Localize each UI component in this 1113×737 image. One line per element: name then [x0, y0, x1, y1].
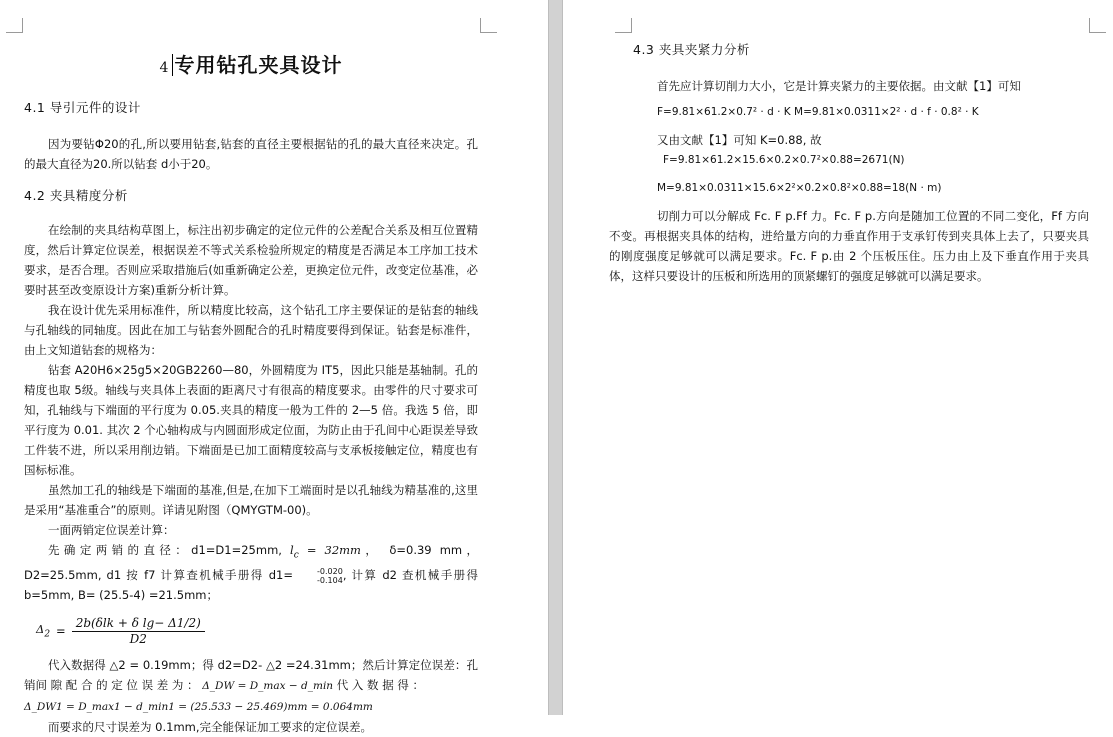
paragraph-4-2-2: 我在设计优先采用标准件，所以精度比较高，这个钻孔工序主要保证的是钻套的轴线与孔轴线的同轴度。因此在加工与钻套外圆配合的孔时精度要得到保证。钻套是标准件，由上文知道钻套的规格为： [24, 303, 478, 357]
paragraph-4-2-6 [24, 540, 478, 605]
formula-moment-value: M=9.81×0.0311×15.6×2²×0.2×0.8²×0.88=18(N · m) [657, 182, 942, 194]
math-lc-value: = 32mm [298, 543, 361, 557]
page-right [563, 0, 1113, 715]
formula-equals: = [56, 624, 66, 639]
formula-dw1: Δ_DW1 = D_max1 − d_min1 = (25.533 − 25.469)mm = 0.064mm [24, 701, 373, 714]
paragraph-4-2-5: 一面两销定位误差计算： [48, 523, 175, 537]
formula-force-general: F=9.81×61.2×0.7² · d · K M=9.81×0.0311×2² · d · f · 0.8² · K [657, 106, 979, 118]
paragraph-4-2-7 [24, 655, 478, 696]
math-lc [290, 543, 361, 561]
chapter-title [24, 54, 478, 78]
pin-diameter-text-b: ， δ=0.39 mm，D2=25.5mm, d1 按 f7 计算查机械手册得 d1= [24, 543, 479, 583]
positioning-error-tail: 代 入 数 据 得 ： [333, 678, 425, 693]
pin-diameter-text-c: , 计算 d2 查机械手册得 b=5mm, B= (25.5-4) =21.5mm； [24, 568, 478, 603]
formula-dw: Δ_DW = D_max − d_min [202, 680, 334, 693]
formula-delta-sub: 2 [44, 628, 51, 639]
tolerance-d1 [293, 567, 343, 585]
formula-lhs [36, 619, 50, 644]
paragraph-4-1-1: 因为要钻Φ20的孔,所以要用钻套,钻套的直径主要根据钻的孔的最大直径来决定。孔的最大直径为20.所以钻套 d小于20。 [24, 137, 478, 171]
paragraph-4-2-8 [24, 696, 478, 717]
right-page-content [609, 36, 1089, 286]
paragraph-4-2-1: 在绘制的夹具结构草图上，标注出初步确定的定位元件的公差配合关系及相互位置精度，然后计算定位误差，根据误差不等式关系检验所规定的精度是否满足本工序加工技术要求，是否合理。否则应采取措施后(如重新确定公差，更换定位元件，改变定位基准，必要时甚至改变原设计方案)重新分析计算。 [24, 223, 478, 297]
math-l: l [290, 543, 294, 557]
tolerance-lower: -0.104 [317, 575, 343, 585]
formula-numerator: 2b(δlk + δ lg− Δ1/2) [72, 616, 205, 632]
formula-force-value: F=9.81×61.2×15.6×0.2×0.7²×0.88=2671(N) [663, 154, 905, 166]
section-heading-4-1: 4.1 导引元件的设计 [24, 100, 141, 115]
formula-delta2 [36, 613, 478, 649]
paragraph-4-2-9: 而要求的尺寸误差为 0.1mm,完全能保证加工要求的定位误差。 [48, 720, 373, 735]
positioning-error-text: 代入数据得 △2 = 0.19mm；得 d2=D2- △2 =24.31mm；然后计算定位误差：孔销间 隙 配 合 的 定 位 误 差 为 ： [24, 658, 478, 693]
math-l-sub: c [293, 550, 299, 561]
page-left [0, 0, 548, 735]
page-gutter [548, 0, 563, 715]
formula-delta: Δ [36, 621, 45, 636]
paragraph-4-2-3: 钻套 A20H6×25g5×20GB2260—80，外圆精度为 IT5，因此只能是基轴制。孔的精度也取 5级。轴线与夹具体上表面的距离尺寸有很高的精度要求。由零件的尺寸要求可知，孔轴线与下端面的平行度为 0.05.夹具的精度一般为工件的 2—5 倍。我选 5 倍，即平行度为 0.01. 其次 2 个心轴构成与内圆面形成定位面，为防止由于孔间中心距误差导致工件装不进，所以采用削边销。下端面是已加工面精度较高与支承板接触定位，精度也有国标标准。 [24, 363, 478, 477]
paragraph-4-3-2: 又由文献【1】可知 K=0.88, 故 [657, 133, 822, 147]
crop-mark-top-left [6, 18, 23, 33]
section-heading-4-2: 4.2 夹具精度分析 [24, 188, 128, 203]
paragraph-4-3-3: 切削力可以分解成 Fc. F p.Ff 力。Fc. F p.方向是随加工位置的不同二变化，Ff 方向不变。再根据夹具体的结构，进给量方向的力垂直作用于支承钉传到夹具体上去了，只要夹具的刚度强度足够就可以满足要求。Fc. F p.由 2 个压板压住。压力由上及下垂直作用于夹具体，这样只要设计的压板和所选用的顶紧螺钉的强度足够就可以满足要求。 [609, 209, 1089, 283]
formula-denominator: D2 [129, 631, 147, 646]
tolerance-upper: -0.020 [317, 566, 343, 576]
chapter-title-text: 专用钻孔夹具设计 [174, 53, 343, 77]
crop-mark-top-left-right-page [615, 18, 632, 33]
chapter-number: 4 [159, 60, 170, 76]
crop-mark-top-right [480, 18, 497, 33]
section-heading-4-3: 4.3 夹具夹紧力分析 [633, 42, 750, 57]
paragraph-4-3-1: 首先应计算切削力大小，它是计算夹紧力的主要依据。由文献【1】可知 [657, 79, 1021, 93]
formula-fraction [72, 616, 205, 647]
paragraph-4-2-4: 虽然加工孔的轴线是下端面的基准,但是,在加下工端面时是以孔轴线为精基准的,这里是采用“基准重合”的原则。详请见附图（QMYGTM-00)。 [24, 483, 478, 517]
pin-diameter-text-a: 先确定两销的直径：d1=D1=25mm, [48, 543, 282, 557]
crop-mark-top-right-right-page [1089, 18, 1106, 33]
left-page-content [24, 48, 478, 737]
